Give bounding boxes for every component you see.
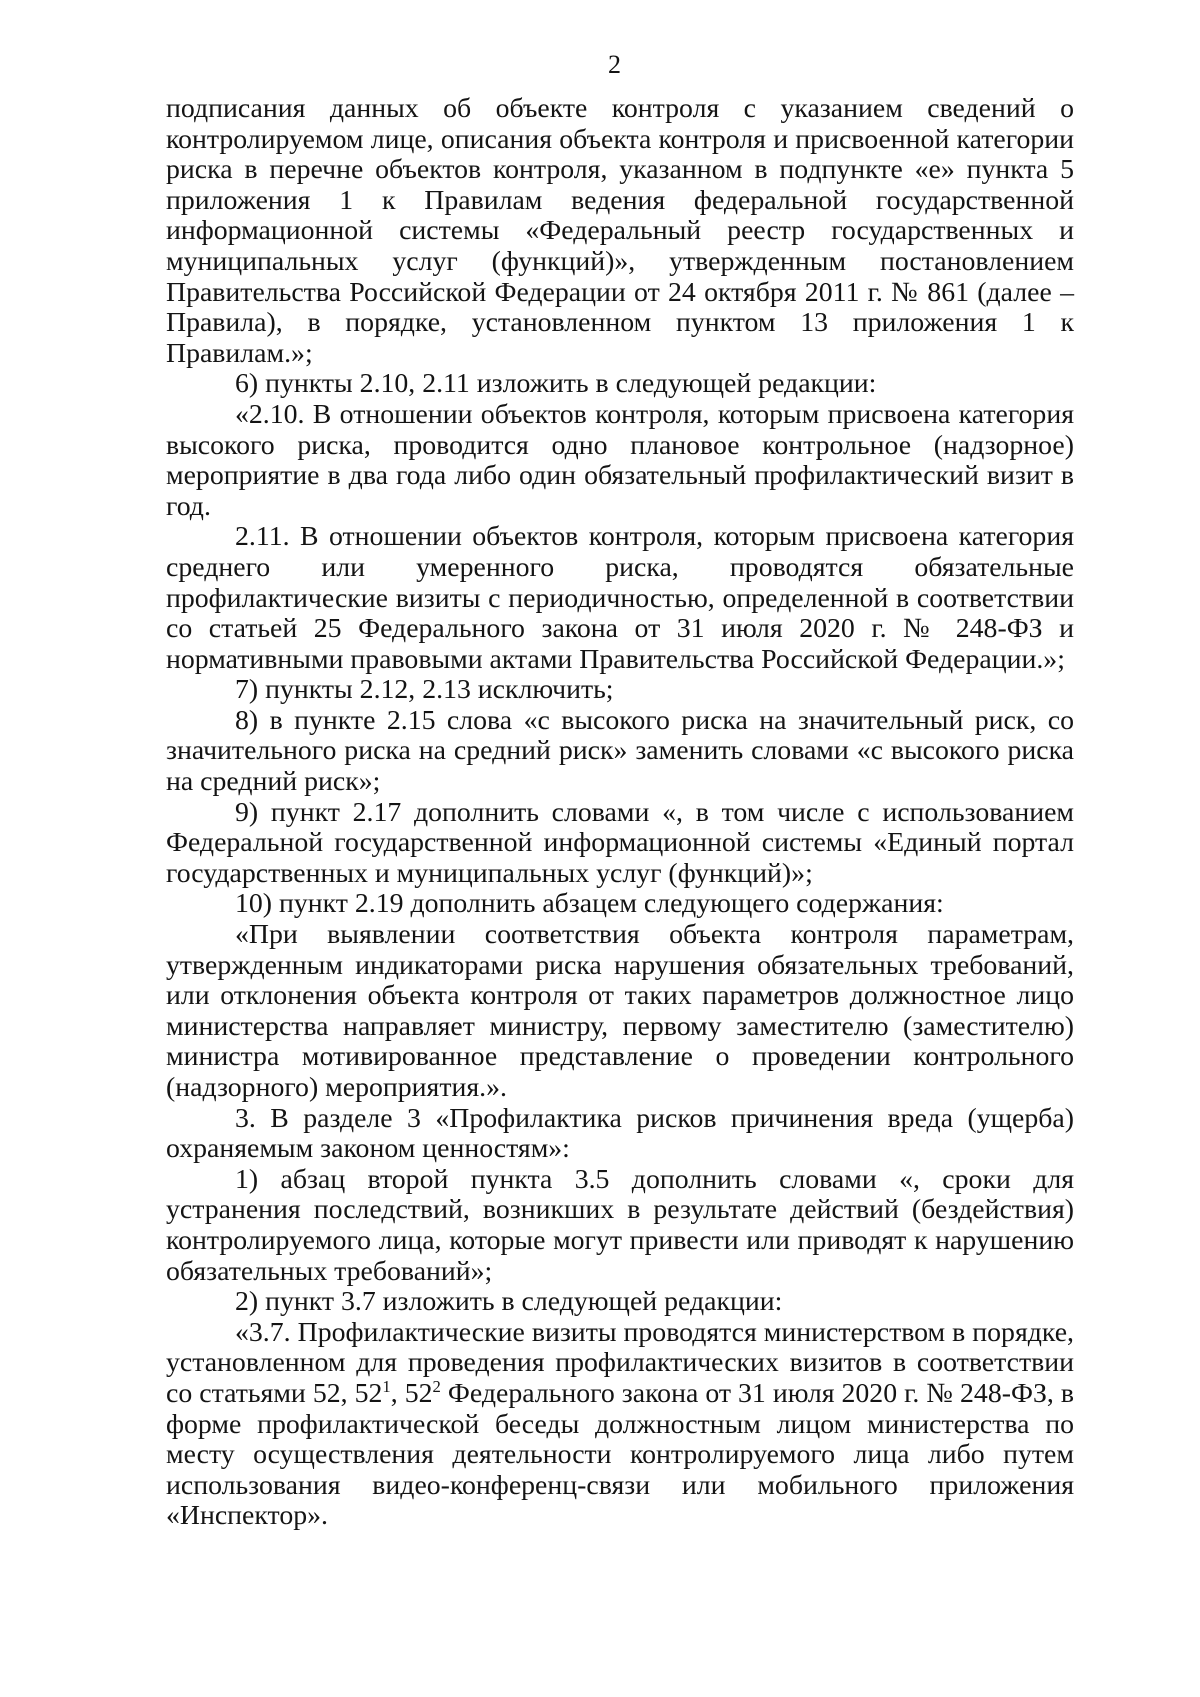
superscript-2: 2 <box>432 1376 441 1396</box>
amendment-item-8: 8) в пункте 2.15 слова «с высокого риска на значительный риск, со значительного риска на средний риск» заменить словами «с высокого риска на средний риск»; <box>166 704 1074 798</box>
quoted-point-2-11: 2.11. В отношении объектов контроля, которым присвоена категория среднего или умеренного риска, проводятся обязательные профилактические визиты с периодичностью, определенной в соответствии со статьей 25 Федерального закона от 31 июля 2020 г. № 248-ФЗ и нормативными правовыми актами Правительства Российской Федерации.»; <box>166 521 1074 675</box>
amendment-item-9: 9) пункт 2.17 дополнить словами «, в том числе с использованием Федеральной государственной информационной системы «Единый портал государственных и муниципальных услуг (функций)»; <box>166 796 1074 889</box>
quoted-point-2-10: «2.10. В отношении объектов контроля, которым присвоена категория высокого риска, проводится одно плановое контрольное (надзорное) мероприятие в два года либо один обязательный профилактический визит в год. <box>166 398 1074 522</box>
amendment-item-7: 7) пункты 2.12, 2.13 исключить; <box>235 674 614 706</box>
continuation-paragraph: подписания данных об объекте контроля с указанием сведений о контролируемом лице, описания объекта контроля и присвоенной категории риска в перечне объектов контроля, указанном в подпункте «е» пункта 5 приложения 1 к Правилам ведения федеральной государственной информационной системы «Федеральный реестр государственных и муниципальных услуг (функций)», утвержденным постановлением Правительства Российской Федерации от 24 октября 2011 г. № 861 (далее – Правила), в порядке, установленном пунктом 13 приложения 1 к Правилам.»; <box>166 93 1074 369</box>
amendment-item-6: 6) пункты 2.10, 2.11 изложить в следующей редакции: <box>235 368 877 400</box>
quoted-point-3-7 <box>166 1318 1074 1532</box>
quote-part-2: , 52 <box>390 1377 433 1409</box>
section-3-item-2: 2) пункт 3.7 изложить в следующей редакции: <box>235 1286 783 1318</box>
section-3-heading-paragraph: 3. В разделе 3 «Профилактика рисков причинения вреда (ущерба) охраняемым законом ценностям»: <box>166 1102 1074 1165</box>
quote-part-3: Федерального закона от 31 июля 2020 г. № 248-ФЗ, в форме профилактической беседы должностным лицом министерства по месту осуществления деятельности контролируемого лица либо путем использования видео-конференц-связи или мобильного приложения «Инспектор». <box>166 1377 1074 1532</box>
quoted-paragraph-2-19: «При выявлении соответствия объекта контроля параметрам, утвержденным индикаторами риска нарушения обязательных требований, или отклонения объекта контроля от таких параметров должностное лицо министерства направляет министру, первому заместителю (заместителю) министра мотивированное представление о проведении контрольного (надзорного) мероприятия.». <box>166 919 1074 1103</box>
superscript-1: 1 <box>382 1376 391 1396</box>
section-3-item-1: 1) абзац второй пункта 3.5 дополнить словами «, сроки для устранения последствий, возникших в результате действий (бездействия) контролируемого лица, которые могут привести или приводят к нарушению обязательных требований»; <box>166 1163 1074 1287</box>
amendment-item-10: 10) пункт 2.19 дополнить абзацем следующего содержания: <box>235 888 944 920</box>
quote-part-1: «3.7. Профилактические визиты проводятся министерством в порядке, установленном для проведения профилактических визитов в соответствии со статьями 52, 52 <box>166 1316 1074 1409</box>
document-body <box>166 94 1074 1532</box>
page-number: 2 <box>608 50 621 79</box>
